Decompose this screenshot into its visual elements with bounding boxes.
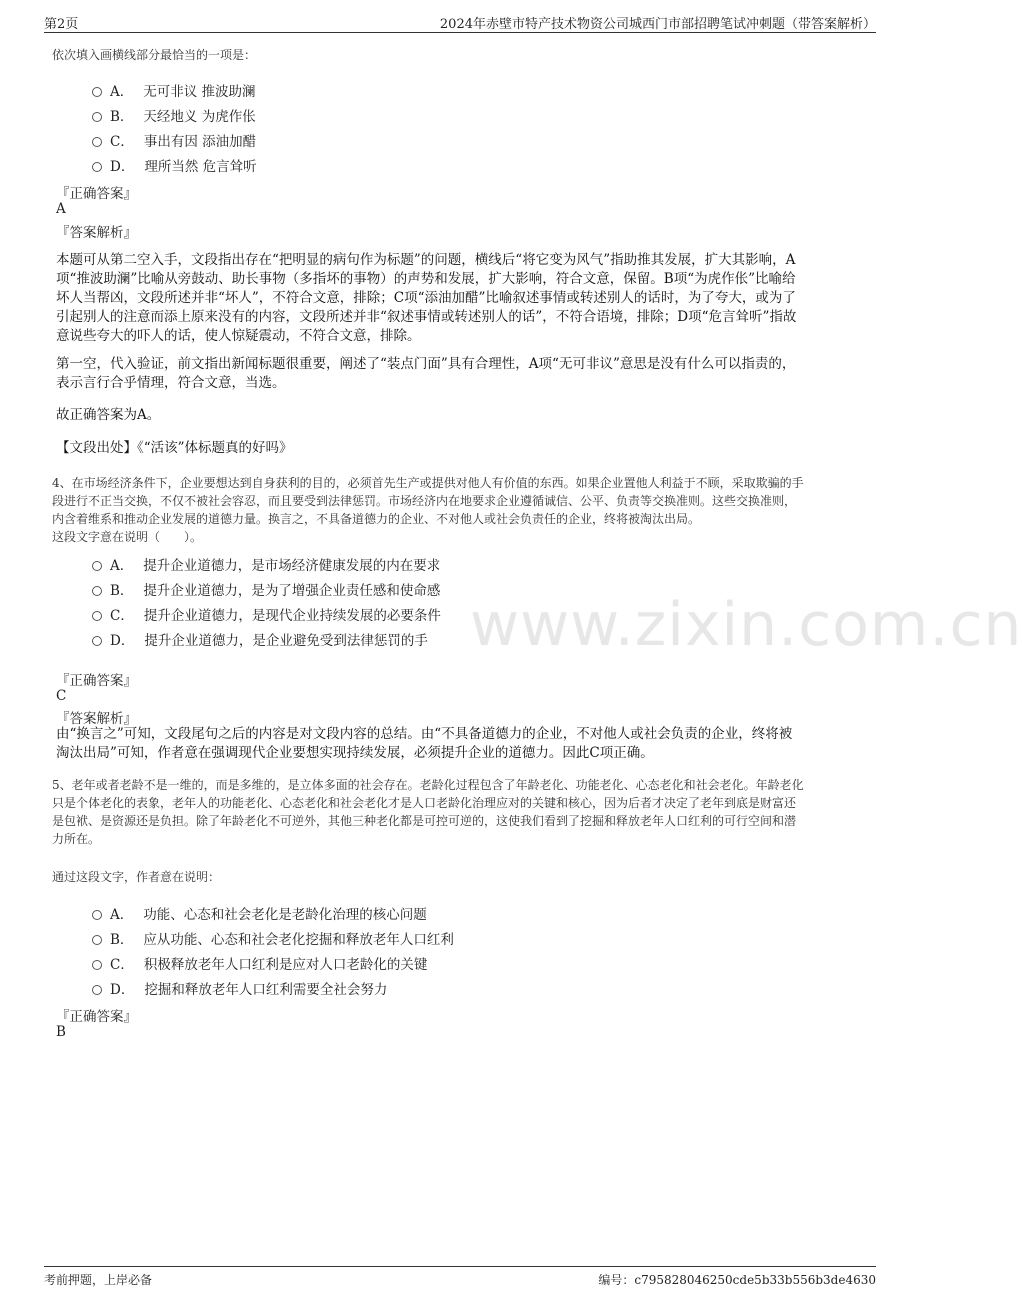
answer-label: 『正确答案』 [56,673,137,689]
radio-icon[interactable] [92,960,102,970]
question-stem: 4、在市场经济条件下，企业要想达到自身获利的目的，必须首先生产或提供对他人有价值的东西。如果企业置他人利益于不顾，采取欺骗的手 段进行不正当交换，不仅不被社会容忍，而且要受到法律惩罚。市场经济内在地要求企业遵循诚信、公平、负责等交换准则。这些交换准则， 内含着维系和推动企业发展的道德力量。换言之，不具备道德力的企业、不对他人或社会负责任的企业，终将被淘汰出局。 这段文字意在说明（ ）。 [52,476,804,544]
option-a[interactable]: A． 无可非议 推波助澜 [92,80,256,100]
page-number: 第2页 [44,17,79,32]
option-b[interactable]: B． 天经地义 为虎作伥 [92,105,256,125]
option-c[interactable]: C． 提升企业道德力，是现代企业持续发展的必要条件 [92,604,441,624]
question-stem: 5、老年或者老龄不是一维的，而是多维的，是立体多面的社会存在。老龄化过程包含了年龄老化、功能老化、心态老化和社会老化。年龄老化 只是个体老化的表象，老年人的功能老化、心态老化和社会老化才是人口老龄化治理应对的关键和核心，因为后者才决定了老年到底是财富还 是包袱、是资源还是负担。除了年龄老化不可逆外，其他三种老化都是可控可逆的，这使我们看到了挖掘和释放老年人口红利的可行空间和潜 力所在。 [52,778,804,846]
option-d[interactable]: D． 提升企业道德力，是企业避免受到法律惩罚的手 [92,629,428,649]
radio-icon[interactable] [92,586,102,596]
document-title: 2024年赤壁市特产技术物资公司城西门市部招聘笔试冲刺题（带答案解析） [439,17,876,32]
option-d[interactable]: D． 理所当然 危言耸听 [92,155,257,175]
option-b[interactable]: B． 提升企业道德力，是为了增强企业责任感和使命感 [92,579,440,599]
analysis-label: 『答案解析』 [56,225,137,241]
answer-value: C [56,688,67,704]
radio-icon[interactable] [92,636,102,646]
option-c[interactable]: C． 事出有因 添油加醋 [92,130,256,150]
answer-value: A [56,201,66,217]
radio-icon[interactable] [92,935,102,945]
source-citation: 【文段出处】《“活该”体标题真的好吗》 [56,440,293,456]
radio-icon[interactable] [92,87,102,97]
question-prompt: 通过这段文字，作者意在说明： [52,870,221,884]
analysis-text: 本题可从第二空入手，文段指出存在“把明显的病句作为标题”的问题，横线后“将它变为风气”指助推其发展，扩大其影响，A 项“推波助澜”比喻从旁鼓动、助长事物（多指坏的事物）的声势和发展，扩大影响，符合文意，保留。B项“为虎作伥”比喻给 坏人当帮凶，文段所述并非“坏人”，不符合文意，排除；C项“添油加醋”比喻叙述事情或转述别人的话时，为了夸大，或为了 引起别人的注意而添上原来没有的内容，文段所述并非“叙述事情或转述别人的话”，不符合语境，排除；D项“危言耸听”指故 意说些夸大的吓人的话，使人惊疑震动，不符合文意，排除。 [56,252,797,344]
answer-value: B [56,1024,66,1040]
option-a[interactable]: A． 提升企业道德力，是市场经济健康发展的内在要求 [92,554,440,574]
radio-icon[interactable] [92,112,102,122]
radio-icon[interactable] [92,162,102,172]
option-d[interactable]: D． 挖掘和释放老年人口红利需要全社会努力 [92,978,387,998]
radio-icon[interactable] [92,611,102,621]
option-c[interactable]: C． 积极释放老年人口红利是应对人口老龄化的关键 [92,953,427,973]
answer-label: 『正确答案』 [56,1009,137,1025]
page-footer [44,1266,876,1289]
analysis-text: 由“换言之”可知，文段尾句之后的内容是对文段内容的总结。由“不具备道德力的企业，不对他人或社会负责的企业，终将被 淘汰出局”可知，作者意在强调现代企业要想实现持续发展，必须提升企业的道德力。因此C项正确。 [56,726,793,761]
analysis-label: 『答案解析』 [56,711,137,727]
question-prompt: 依次填入画横线部分最恰当的一项是： [52,48,257,62]
document-serial: 编号：c795828046250cde5b33b556b3de4630 [598,1273,876,1287]
answer-label: 『正确答案』 [56,186,137,202]
conclusion: 故正确答案为A。 [56,407,161,423]
option-b[interactable]: B． 应从功能、心态和社会老化挖掘和释放老年人口红利 [92,928,454,948]
radio-icon[interactable] [92,985,102,995]
watermark: www.zixin.com.cn [470,590,1022,660]
radio-icon[interactable] [92,137,102,147]
radio-icon[interactable] [92,561,102,571]
footer-slogan: 考前押题，上岸必备 [44,1273,153,1287]
page-header [44,12,876,33]
option-a[interactable]: A． 功能、心态和社会老化是老龄化治理的核心问题 [92,903,427,923]
radio-icon[interactable] [92,910,102,920]
analysis-text-2: 第一空，代入验证，前文指出新闻标题很重要，阐述了“装点门面”具有合理性，A项“无可非议”意思是没有什么可以指责的， 表示言行合乎情理，符合文意，当选。 [56,356,796,391]
